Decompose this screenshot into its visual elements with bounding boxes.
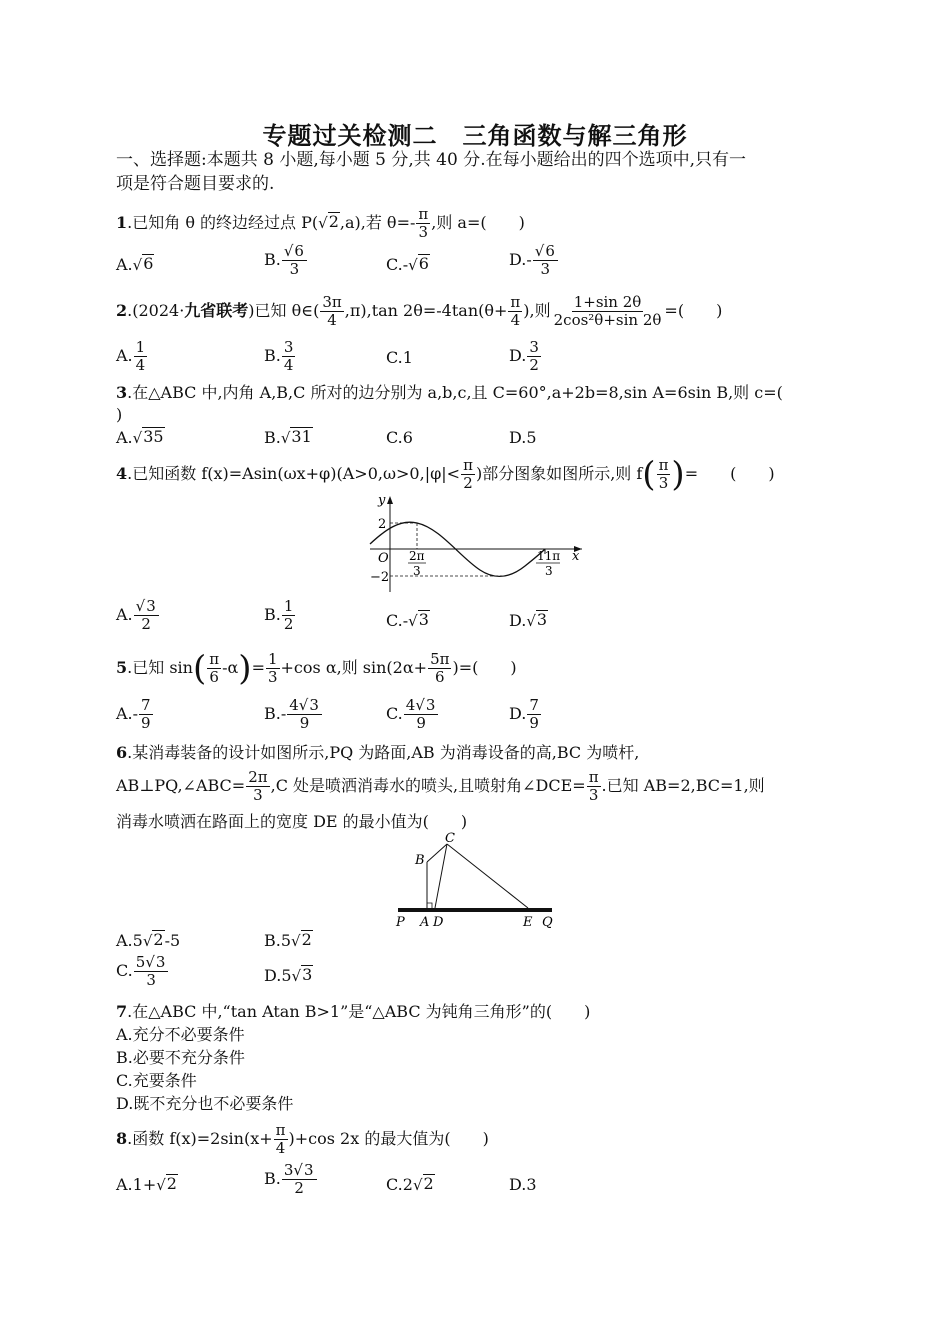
x1-label-num: 2π xyxy=(409,549,425,563)
label-c: C xyxy=(445,831,455,846)
question-text: = ( ) xyxy=(684,464,775,483)
question-number: 6 xyxy=(116,743,128,762)
question-text: )部分图象如图所示,则 f xyxy=(475,464,643,483)
q2-option-d[interactable]: D. $\frac{3}{2}$ xyxy=(509,338,539,374)
q4-option-a[interactable]: A. √ 3 2 xyxy=(116,598,160,633)
question-5: 5.已知 sin( $\frac{\pi}{6}$ -α)= $\frac{1}{3}$ +cos α,则 sin(2α+ $\frac{5\pi}{6}$ )=( ) xyxy=(116,648,517,689)
q3-option-c[interactable]: C.6 xyxy=(386,428,413,447)
page-title: 专题过关检测二 三角函数与解三角形 xyxy=(262,122,688,150)
q8-option-b[interactable]: B. 3 √ 3 2 xyxy=(264,1162,318,1197)
sprayer-diagram xyxy=(390,826,560,932)
q3-option-b[interactable]: B. √ 31 xyxy=(264,427,312,447)
question-6-line2 xyxy=(116,768,765,804)
question-text: .已知 AB=2,BC=1,则 xyxy=(601,776,765,795)
q2-option-a[interactable]: A. $\frac{1}{4}$ xyxy=(116,338,146,374)
question-number: 1 xyxy=(116,213,128,232)
q2-option-b[interactable]: B. $\frac{3}{4}$ xyxy=(264,338,294,374)
question-text: ,a),若 θ=- xyxy=(339,213,416,232)
question-text: -α xyxy=(222,658,239,677)
q4-option-c[interactable]: C.- √ 3 xyxy=(386,610,429,630)
fraction: $\frac{2\pi}{3}$ xyxy=(248,768,268,804)
question-text: AB⊥PQ,∠ABC= xyxy=(116,776,246,795)
section-header-line1: 一、选择题:本题共 8 小题,每小题 5 分,共 40 分.在每小题给出的四个选项中,只有一 xyxy=(116,150,747,170)
question-text: .已知角 θ 的终边经过点 P( xyxy=(127,213,319,232)
y-max-label: 2 xyxy=(378,517,387,532)
q6-option-d[interactable]: D.5 √ 3 xyxy=(264,965,313,985)
segment-ce xyxy=(447,844,528,908)
q7-option-d[interactable]: D.既不充分也不必要条件 xyxy=(116,1094,294,1113)
fraction: $\frac{\pi}{3}$ xyxy=(418,205,429,241)
fraction: $\frac{\pi}{6}$ xyxy=(209,650,220,686)
question-text: =( ) xyxy=(664,301,723,320)
question-text: )已知 θ∈( xyxy=(248,301,320,320)
q5-option-d[interactable]: D. $\frac{7}{9}$ xyxy=(509,696,539,732)
sine-graph xyxy=(360,492,592,596)
q1-option-d[interactable]: D.- √ 6 3 xyxy=(509,243,559,278)
q6-option-a[interactable]: A.5 √ 2 -5 xyxy=(116,930,181,950)
q3-option-d[interactable]: D.5 xyxy=(509,428,537,447)
label-q: Q xyxy=(542,915,553,930)
y-axis-arrow xyxy=(387,496,393,504)
q8-option-c[interactable]: C.2 √ 2 xyxy=(386,1174,434,1194)
q4-option-b[interactable]: B. $\frac{1}{2}$ xyxy=(264,597,294,633)
radical: √ 2 xyxy=(318,212,339,232)
question-text: )+cos 2x 的最大值为( ) xyxy=(288,1129,489,1148)
y-axis-label: y xyxy=(378,493,386,508)
question-text: )=( ) xyxy=(452,658,517,677)
right-angle-mark xyxy=(427,903,432,908)
x2-label-num: 11π xyxy=(537,549,561,563)
q2-option-c[interactable]: C.1 xyxy=(386,348,413,367)
label-e: E xyxy=(523,915,533,930)
fraction: $\frac{1}{3}$ xyxy=(267,650,278,686)
question-4: 4.已知函数 f(x)=Asin(ωx+φ)(A>0,ω>0,|φ|< $\frac{\pi}{2}$ )部分图象如图所示,则 f( $\frac{\pi}{3}$ )= ( ) xyxy=(116,454,775,495)
question-number: 5 xyxy=(116,658,128,677)
question-text: +cos α,则 sin(2α+ xyxy=(280,658,428,677)
question-text: .在△ABC 中,“tan Atan B>1”是“△ABC 为钝角三角形”的( ) xyxy=(127,1002,591,1021)
section-header-line2: 项是符合题目要求的. xyxy=(116,174,275,194)
question-text: .已知 sin xyxy=(127,658,193,677)
question-8 xyxy=(116,1121,489,1157)
x-axis-label: x xyxy=(572,549,580,564)
q6-option-b[interactable]: B.5 √ 2 xyxy=(264,930,312,950)
question-text: = xyxy=(251,658,265,677)
question-number: 3 xyxy=(116,383,128,402)
question-number: 7 xyxy=(116,1002,128,1021)
question-text: .已知函数 f(x)=Asin(ωx+φ)(A>0,ω>0,|φ|< xyxy=(127,464,461,483)
question-3-cont: ) xyxy=(116,405,123,424)
question-text: .在△ABC 中,内角 A,B,C 所对的边分别为 a,b,c,且 C=60°,a+2b=8,sin A=6sin B,则 c=( xyxy=(127,383,783,402)
q5-option-b[interactable]: B.- 4 √ 3 9 xyxy=(264,697,323,732)
fraction: $\frac{5\pi}{6}$ xyxy=(430,650,450,686)
q1-option-b[interactable]: B. √ 6 3 xyxy=(264,243,308,278)
q1-option-c[interactable]: C.- √ 6 xyxy=(386,254,429,274)
question-text: .(2024· xyxy=(127,301,185,320)
question-number: 8 xyxy=(116,1129,128,1148)
fraction: $\frac{3\pi}{4}$ xyxy=(322,293,342,329)
label-p: P xyxy=(396,915,405,930)
q8-option-a[interactable]: A.1+ √ 2 xyxy=(116,1174,177,1194)
question-text: ,C 处是喷洒消毒水的喷头,且喷射角∠DCE= xyxy=(270,776,586,795)
fraction: $\frac{\pi}{4}$ xyxy=(510,293,521,329)
question-text: ,π),tan 2θ=-4tan(θ+ xyxy=(344,301,508,320)
fraction: $\frac{\pi}{2}$ xyxy=(463,456,473,492)
q8-option-d[interactable]: D.3 xyxy=(509,1175,537,1194)
question-2 xyxy=(116,294,722,329)
question-text: ,则 a=( ) xyxy=(431,213,525,232)
q1-option-a[interactable]: A. √ 6 xyxy=(116,254,154,274)
question-6-line3: 消毒水喷洒在路面上的宽度 DE 的最小值为( ) xyxy=(116,812,468,831)
q6-option-c[interactable]: C. 5 √ 3 3 xyxy=(116,954,169,989)
fraction: $\frac{\pi}{4}$ xyxy=(275,1121,286,1157)
x2-label-den: 3 xyxy=(545,564,553,578)
question-3 xyxy=(116,382,783,404)
label-d: D xyxy=(433,915,444,930)
fraction: $\frac{\pi}{3}$ xyxy=(658,456,669,492)
big-fraction: $\frac{1+\sin 2\theta}{\text{2cos²θ+sin 2θ}}$ xyxy=(553,293,662,329)
question-6-line1 xyxy=(116,742,639,764)
q3-option-a[interactable]: A. √ 35 xyxy=(116,427,164,447)
q5-option-a[interactable]: A.- $\frac{7}{9}$ xyxy=(116,696,151,732)
q7-option-c[interactable]: C.充要条件 xyxy=(116,1071,197,1090)
origin-label: O xyxy=(378,551,389,566)
y-min-label: −2 xyxy=(370,570,390,585)
q4-option-d[interactable]: D. √ 3 xyxy=(509,610,548,630)
fraction: $\frac{\pi}{3}$ xyxy=(588,768,599,804)
label-b: B xyxy=(415,853,425,868)
question-text: ),则 xyxy=(523,301,551,320)
q5-option-c[interactable]: C. 4 √ 3 9 xyxy=(386,697,439,732)
question-text: .某消毒装备的设计如图所示,PQ 为路面,AB 为消毒设备的高,BC 为喷杆, xyxy=(127,743,640,762)
x1-label-den: 3 xyxy=(413,564,421,578)
question-7 xyxy=(116,1001,590,1023)
question-source: 九省联考 xyxy=(184,301,249,320)
question-number: 4 xyxy=(116,464,128,483)
question-number: 2 xyxy=(116,301,128,320)
q7-option-a[interactable]: A.充分不必要条件 xyxy=(116,1025,245,1044)
question-text: .函数 f(x)=2sin(x+ xyxy=(127,1129,273,1148)
q7-option-b[interactable]: B.必要不充分条件 xyxy=(116,1048,245,1067)
question-1 xyxy=(116,206,525,241)
label-a: A xyxy=(420,915,430,930)
